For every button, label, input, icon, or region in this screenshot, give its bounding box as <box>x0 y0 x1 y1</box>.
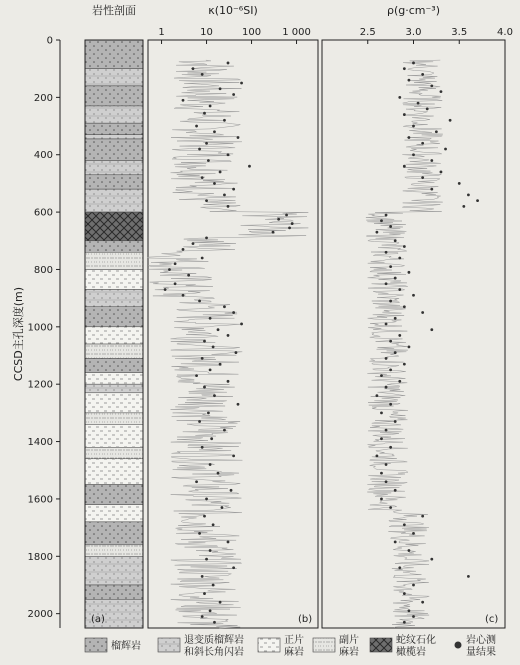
core-point <box>380 374 383 377</box>
core-point <box>192 242 195 245</box>
core-point <box>223 429 226 432</box>
core-point <box>232 566 235 569</box>
core-point <box>201 176 204 179</box>
legend-swatch-retrograde <box>158 638 180 652</box>
legend-label-serpentinite: 蛇纹石化 <box>396 635 436 646</box>
core-point <box>209 317 212 320</box>
core-point <box>192 67 195 70</box>
core-point <box>385 480 388 483</box>
depth-axis <box>11 36 60 629</box>
core-point <box>210 437 213 440</box>
lithology-title: 岩性剖面 <box>92 4 136 17</box>
core-point <box>232 311 235 314</box>
lithology-layer <box>85 69 143 86</box>
core-point <box>394 277 397 280</box>
lithology-layer <box>85 307 143 327</box>
panel-label: (c) <box>485 614 499 625</box>
core-point <box>408 549 411 552</box>
lithology-layer <box>85 175 143 189</box>
core-point <box>398 257 401 260</box>
core-point <box>440 90 443 93</box>
core-point <box>174 262 177 265</box>
core-point <box>182 294 185 297</box>
core-point <box>209 609 212 612</box>
core-point <box>403 363 406 366</box>
core-point <box>232 93 235 96</box>
core-point <box>398 96 401 99</box>
depth-tick-label: 600 <box>33 207 53 219</box>
lithology-layer <box>85 135 143 139</box>
core-point <box>412 125 415 128</box>
core-point <box>203 386 206 389</box>
core-point <box>385 429 388 432</box>
core-point <box>219 363 222 366</box>
depth-tick-label: 2000 <box>27 609 53 621</box>
core-point <box>217 472 220 475</box>
core-point <box>398 380 401 383</box>
lithology-layer <box>85 40 143 69</box>
lithology-layer <box>85 393 143 413</box>
core-point <box>412 615 415 618</box>
core-point <box>285 214 288 217</box>
core-point <box>376 394 379 397</box>
x-tick-label: 2.5 <box>359 27 376 38</box>
core-point <box>227 153 230 156</box>
core-point <box>412 62 415 65</box>
core-point <box>213 182 216 185</box>
lithology-layer <box>85 485 143 505</box>
lithology-layer <box>85 86 143 106</box>
panel-label: (b) <box>298 614 313 625</box>
core-point <box>227 205 230 208</box>
core-point <box>203 340 206 343</box>
core-point <box>201 73 204 76</box>
core-point <box>403 621 406 624</box>
core-point <box>421 515 424 518</box>
density-panel <box>322 4 513 628</box>
core-point <box>198 532 201 535</box>
core-point <box>403 523 406 526</box>
core-point <box>408 136 411 139</box>
core-point <box>421 142 424 145</box>
legend-label-core: 岩心测 <box>466 635 496 646</box>
core-point <box>235 351 238 354</box>
core-point <box>237 136 240 139</box>
x-tick-label: 3.0 <box>405 27 422 38</box>
x-tick-label: 3.5 <box>451 27 468 38</box>
legend-swatch-orthogneiss <box>258 638 280 652</box>
core-point <box>168 268 171 271</box>
core-point <box>240 323 243 326</box>
core-point <box>230 489 233 492</box>
core-point <box>232 188 235 191</box>
core-point <box>205 498 208 501</box>
core-point <box>213 394 216 397</box>
core-point <box>187 274 190 277</box>
core-point <box>207 411 210 414</box>
core-point <box>403 245 406 248</box>
core-point <box>389 506 392 509</box>
core-point <box>227 62 230 65</box>
depth-tick-label: 1800 <box>27 551 53 563</box>
core-point <box>291 222 294 225</box>
core-point <box>237 403 240 406</box>
core-point <box>467 193 470 196</box>
depth-tick-label: 1600 <box>27 494 53 506</box>
core-point <box>385 251 388 254</box>
core-point <box>389 300 392 303</box>
core-point <box>385 357 388 360</box>
core-point <box>389 265 392 268</box>
legend-swatch-paragneiss <box>313 638 335 652</box>
core-point <box>182 99 185 102</box>
lithology-panel <box>85 3 143 628</box>
core-point <box>232 455 235 458</box>
core-point <box>376 455 379 458</box>
core-point <box>421 73 424 76</box>
x-tick-label: 1 <box>158 27 165 38</box>
core-point <box>203 592 206 595</box>
core-point <box>213 621 216 624</box>
core-point <box>240 82 243 85</box>
lithology-layer <box>85 585 143 599</box>
lithology-layer <box>85 160 143 174</box>
core-point <box>164 288 167 291</box>
core-point <box>209 368 212 371</box>
core-point <box>203 112 206 115</box>
lithology-layer <box>85 373 143 384</box>
core-point <box>403 113 406 116</box>
core-point <box>212 346 215 349</box>
lithology-layer <box>85 358 143 372</box>
depth-tick-label: 1000 <box>27 322 53 334</box>
core-point <box>219 601 222 604</box>
panel-label-a: (a) <box>91 614 105 625</box>
core-point <box>195 480 198 483</box>
lithology-layer <box>85 123 143 134</box>
core-point <box>421 601 424 604</box>
core-point <box>462 205 465 208</box>
core-point <box>444 148 447 151</box>
core-point <box>408 609 411 612</box>
legend-label-serpentinite: 橄榄岩 <box>396 647 426 658</box>
lithology-layer <box>85 290 143 307</box>
legend-swatch-core <box>455 642 462 649</box>
legend-label-paragneiss: 麻岩 <box>339 647 359 658</box>
x-tick-label: 1 000 <box>282 27 311 38</box>
core-point <box>394 239 397 242</box>
core-point <box>198 300 201 303</box>
core-point <box>476 199 479 202</box>
core-point <box>195 374 198 377</box>
core-point <box>209 105 212 108</box>
core-point <box>440 171 443 174</box>
depth-tick-label: 400 <box>33 150 53 162</box>
legend-label-eclogite: 榴辉岩 <box>111 641 141 652</box>
core-point <box>203 515 206 518</box>
core-point <box>212 523 215 526</box>
core-point <box>277 218 280 221</box>
core-point <box>221 506 224 509</box>
core-point <box>421 176 424 179</box>
legend-swatch-eclogite <box>85 638 107 652</box>
core-point <box>394 489 397 492</box>
core-point <box>385 282 388 285</box>
lithology-layer <box>85 139 143 161</box>
core-point <box>417 102 420 105</box>
core-point <box>449 119 452 122</box>
lithology-layer <box>85 459 143 485</box>
core-point <box>389 225 392 228</box>
core-point <box>205 199 208 202</box>
core-point <box>430 328 433 331</box>
lithology-layer <box>85 556 143 585</box>
core-point <box>408 346 411 349</box>
core-point <box>182 248 185 251</box>
core-point <box>205 558 208 561</box>
core-point <box>430 558 433 561</box>
core-point <box>398 288 401 291</box>
core-point <box>394 541 397 544</box>
core-point <box>219 87 222 90</box>
core-point <box>426 107 429 110</box>
core-point <box>430 84 433 87</box>
core-point <box>380 498 383 501</box>
lithology-layer <box>85 522 143 545</box>
panel-title: ρ(g·cm⁻³) <box>386 4 441 17</box>
core-point <box>205 142 208 145</box>
core-point <box>385 386 388 389</box>
core-point <box>227 541 230 544</box>
core-point <box>398 566 401 569</box>
core-point <box>412 153 415 156</box>
core-point <box>201 575 204 578</box>
depth-tick-label: 200 <box>33 92 53 104</box>
core-point <box>421 311 424 314</box>
depth-tick-label: 1400 <box>27 437 53 449</box>
core-point <box>394 420 397 423</box>
panel-frame <box>148 40 318 628</box>
core-point <box>430 188 433 191</box>
lithology-layer <box>85 106 143 123</box>
core-point <box>380 219 383 222</box>
core-point <box>201 446 204 449</box>
legend-label-retrograde: 退变质榴辉岩 <box>184 635 244 646</box>
x-tick-label: 4.0 <box>497 27 513 38</box>
lithology-layer <box>85 413 143 424</box>
lithology-layer <box>85 241 143 252</box>
core-point <box>394 317 397 320</box>
core-point <box>389 403 392 406</box>
core-point <box>385 463 388 466</box>
core-point <box>201 357 204 360</box>
core-point <box>209 463 212 466</box>
legend-label-retrograde: 和斜长角闪岩 <box>184 647 244 658</box>
lithology-layer <box>85 545 143 556</box>
core-point <box>385 323 388 326</box>
core-point <box>198 420 201 423</box>
core-point <box>195 125 198 128</box>
core-point <box>389 446 392 449</box>
core-point <box>430 159 433 162</box>
core-point <box>213 130 216 133</box>
core-point <box>227 334 230 337</box>
legend-label-orthogneiss: 麻岩 <box>284 647 304 658</box>
core-point <box>435 130 438 133</box>
core-point <box>380 472 383 475</box>
core-point <box>288 226 291 229</box>
core-point <box>412 294 415 297</box>
core-point <box>380 437 383 440</box>
core-point <box>389 368 392 371</box>
legend-label-paragneiss: 副片 <box>339 635 359 646</box>
lithology-layer <box>85 344 143 358</box>
lithology-layer <box>85 189 143 212</box>
core-point <box>389 340 392 343</box>
core-point <box>227 380 230 383</box>
core-point <box>403 592 406 595</box>
core-point <box>201 257 204 260</box>
core-point <box>212 584 215 587</box>
core-point <box>403 165 406 168</box>
legend-label-core: 量结果 <box>466 647 496 658</box>
core-point <box>207 159 210 162</box>
depth-tick-label: 800 <box>33 264 53 276</box>
core-point <box>394 351 397 354</box>
legend-swatch-serpentinite <box>370 638 392 652</box>
lithology-layer <box>85 212 143 241</box>
susceptibility-panel <box>148 4 318 628</box>
core-point <box>385 214 388 217</box>
core-point <box>174 282 177 285</box>
lithology-layer <box>85 424 143 447</box>
core-point <box>201 615 204 618</box>
x-tick-label: 10 <box>200 27 213 38</box>
lithology-layer <box>85 384 143 393</box>
legend <box>85 633 496 658</box>
core-point <box>219 171 222 174</box>
core-point <box>467 575 470 578</box>
depth-tick-label: 0 <box>46 35 53 47</box>
legend-label-orthogneiss: 正片 <box>284 635 304 646</box>
core-point <box>403 305 406 308</box>
core-point <box>408 79 411 82</box>
core-point <box>217 328 220 331</box>
depth-axis-title: CCSD主孔深度(m) <box>12 286 25 382</box>
core-point <box>403 67 406 70</box>
log-trace <box>366 60 443 628</box>
core-point <box>458 182 461 185</box>
core-point <box>408 271 411 274</box>
core-point <box>209 549 212 552</box>
lithology-layer <box>85 327 143 344</box>
core-point <box>223 119 226 122</box>
core-point <box>412 584 415 587</box>
panel-title: κ(10⁻⁶SI) <box>208 4 258 17</box>
core-point <box>272 231 275 234</box>
core-point <box>205 237 208 240</box>
core-point <box>198 148 201 151</box>
core-point <box>223 193 226 196</box>
core-point <box>398 334 401 337</box>
core-point <box>376 231 379 234</box>
core-point <box>412 532 415 535</box>
lithology-layer <box>85 505 143 522</box>
lithology-layer <box>85 269 143 289</box>
x-tick-label: 100 <box>241 27 262 38</box>
lithology-layer <box>85 252 143 269</box>
core-point <box>248 165 251 168</box>
core-point <box>223 305 226 308</box>
core-point <box>380 411 383 414</box>
depth-tick-label: 1200 <box>27 379 53 391</box>
lithology-layer <box>85 447 143 458</box>
